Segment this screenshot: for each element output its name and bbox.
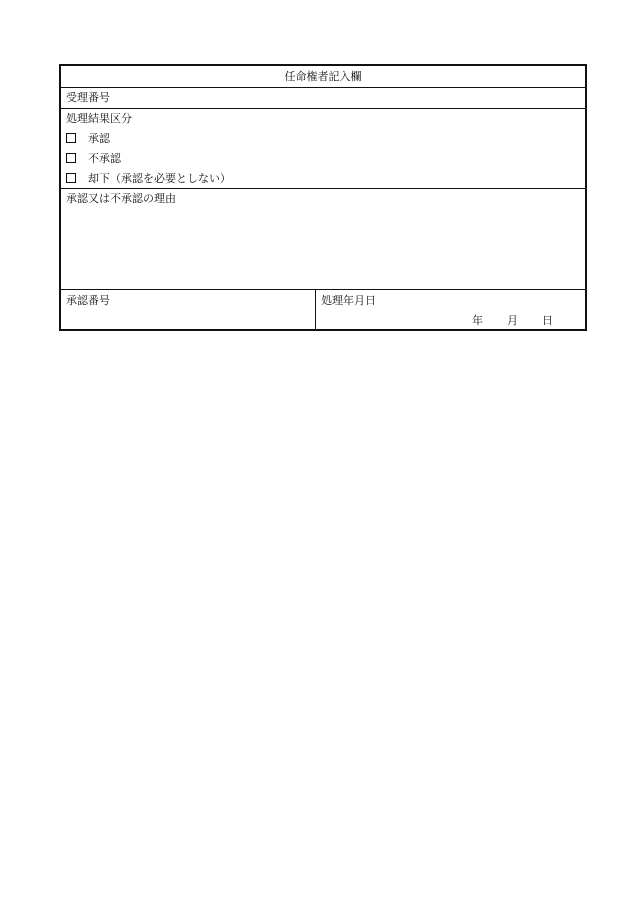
receipt-number-label: 受理番号 (66, 91, 110, 104)
processing-result-section (61, 109, 585, 189)
entry-form-table (59, 64, 587, 331)
approval-number-label: 承認番号 (66, 294, 110, 307)
option-reject[interactable] (66, 172, 231, 186)
option-approve-label: 承認 (88, 132, 110, 145)
option-disapprove-label: 不承認 (88, 152, 121, 165)
approval-number-cell[interactable] (61, 290, 316, 331)
option-reject-label: 却下（承認を必要としない） (88, 172, 231, 185)
approve-checkbox[interactable] (66, 133, 76, 143)
disapprove-checkbox[interactable] (66, 153, 76, 163)
date-units (472, 314, 553, 328)
reason-label: 承認又は不承認の理由 (66, 192, 176, 205)
reject-checkbox[interactable] (66, 173, 76, 183)
reason-section[interactable] (61, 189, 585, 290)
processing-result-heading: 処理結果区分 (66, 112, 132, 125)
bottom-row (61, 290, 585, 331)
form-title: 任命権者記入欄 (284, 70, 362, 83)
receipt-number-row[interactable] (61, 88, 585, 109)
option-disapprove[interactable] (66, 152, 121, 166)
processing-date-cell[interactable] (316, 290, 585, 331)
option-approve[interactable] (66, 132, 110, 146)
day-unit: 日 (542, 314, 553, 327)
processing-date-label: 処理年月日 (321, 294, 376, 307)
month-unit: 月 (507, 314, 518, 327)
year-unit: 年 (472, 314, 483, 327)
form-title-row (61, 66, 585, 88)
